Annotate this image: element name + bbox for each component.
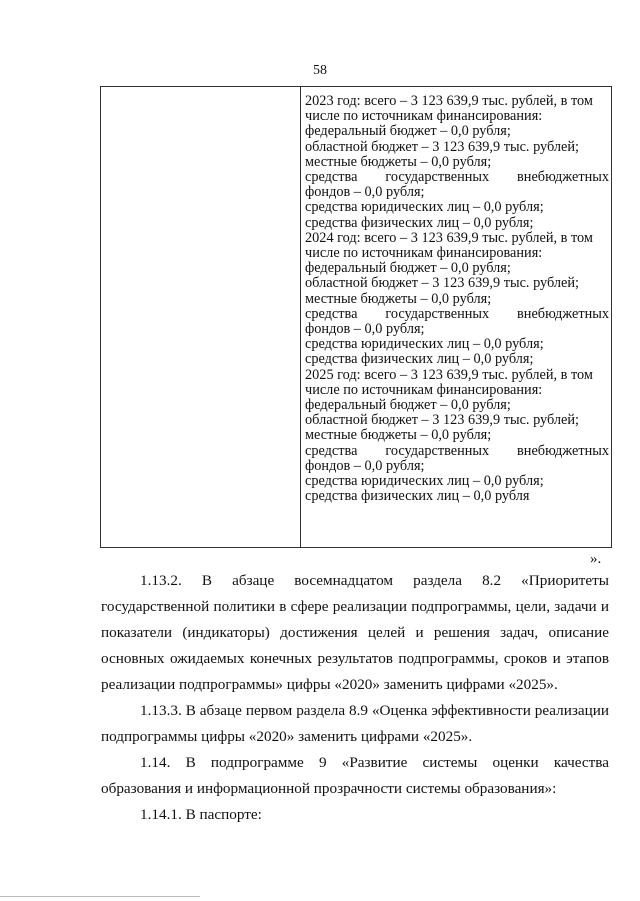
table-line: 2025 год: всего – 3 123 639,9 тыс. рублей, в том — [305, 367, 593, 383]
table-line: фондов – 0,0 рубля; — [305, 322, 425, 338]
table-line: местные бюджеты – 0,0 рубля; — [305, 154, 492, 170]
table-line-word: средства — [305, 443, 358, 459]
table-line-word: государственных — [385, 170, 490, 186]
table-line: средства физических лиц – 0,0 рубля — [305, 489, 530, 505]
table-line: 2024 год: всего – 3 123 639,9 тыс. рублей, в том — [305, 230, 593, 246]
table-label-cell — [101, 87, 301, 547]
funding-table — [100, 86, 612, 548]
page-number: 58 — [313, 63, 327, 78]
table-line: местные бюджеты – 0,0 рубля; — [305, 428, 492, 444]
table-line-word: внебюджетных — [517, 443, 609, 459]
table-line: федеральный бюджет – 0,0 рубля; — [305, 124, 511, 140]
table-line: средства юридических лиц – 0,0 рубля; — [305, 474, 544, 490]
table-line-word: государственных — [385, 443, 490, 459]
paragraph-1-13-3: 1.13.3. В абзаце первом раздела 8.9 «Оценка эффективности реализации подпрограммы цифры «2020» заменить цифрами «2025». — [101, 702, 609, 745]
table-line: областной бюджет – 3 123 639,9 тыс. рублей; — [305, 276, 580, 292]
paragraph-1-14-1: 1.14.1. В паспорте: — [140, 806, 262, 823]
table-value-cell — [301, 87, 611, 547]
table-line-word: средства — [305, 306, 358, 322]
table-line-word: внебюджетных — [517, 170, 609, 186]
table-line: фондов – 0,0 рубля; — [305, 458, 425, 474]
table-line: областной бюджет – 3 123 639,9 тыс. рублей; — [305, 139, 580, 155]
table-line: 2023 год: всего – 3 123 639,9 тыс. рублей, в том — [305, 94, 593, 109]
table-line: областной бюджет – 3 123 639,9 тыс. рублей; — [305, 413, 580, 429]
table-line: федеральный бюджет – 0,0 рубля; — [305, 261, 511, 277]
footer-rule — [0, 896, 200, 897]
table-line: местные бюджеты – 0,0 рубля; — [305, 291, 492, 307]
paragraph-1-14: 1.14. В подпрограмме 9 «Развитие системы оценки качества образования и информационной прозрачности системы образования»: — [101, 754, 609, 797]
table-line-word: внебюджетных — [517, 306, 609, 322]
table-line: числе по источникам финансирования: — [305, 382, 543, 398]
table-line-word: средства — [305, 170, 358, 186]
table-line: средства физических лиц – 0,0 рубля; — [305, 215, 534, 231]
table-line: фондов – 0,0 рубля; — [305, 185, 425, 201]
paragraph-1-13-2: 1.13.2. В абзаце восемнадцатом раздела 8.2 «Приоритеты государственной политики в сфере реализации подпрограммы, цели, задачи и показатели (индикаторы) достижения целей и решения задач, описание основных ожидаемых конечных результатов подпрограммы, сроков и этапов реализации подпрограммы» цифры «2020» заменить цифрами «2025». — [101, 572, 609, 693]
table-line: числе по источникам финансирования: — [305, 109, 543, 125]
table-line — [305, 444, 609, 459]
closing-quote: ». — [590, 551, 602, 567]
table-line — [305, 307, 609, 322]
table-line: числе по источникам финансирования: — [305, 246, 543, 262]
table-line-word: государственных — [385, 306, 490, 322]
table-line: средства юридических лиц – 0,0 рубля; — [305, 200, 544, 216]
table-line — [305, 170, 609, 185]
table-line: средства физических лиц – 0,0 рубля; — [305, 352, 534, 368]
table-line: федеральный бюджет – 0,0 рубля; — [305, 398, 511, 414]
table-line: средства юридических лиц – 0,0 рубля; — [305, 337, 544, 353]
